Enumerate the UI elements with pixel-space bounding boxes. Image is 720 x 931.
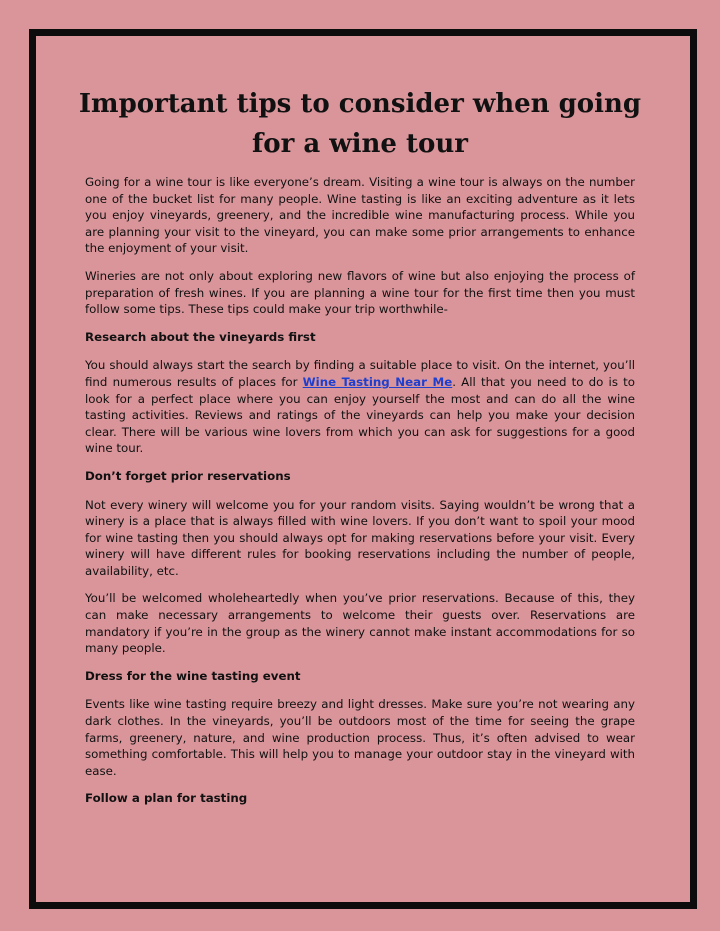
intro-paragraph-1: Going for a wine tour is like everyone’s dream. Visiting a wine tour is always on the number one of the bucket list for many people. Wine tasting is like an exciting adventure as it lets you enjoy vineyards, greenery, and the incredible wine manufacturing process. While you are planning your visit to the vineyard, you can make some prior arrangements to enhance the enjoyment of your visit. [85, 175, 635, 256]
section-heading-reservations: Don’t forget prior reservations [85, 468, 291, 483]
section-heading-dress: Dress for the wine tasting event [85, 668, 301, 683]
reservations-paragraph-1: Not every winery will welcome you for your random visits. Saying wouldn’t be wrong that a winery is a place that is always filled with wine lovers. If you don’t want to spoil your mood for wine tasting then you should always opt for making reservations before your visit. Every winery will have different rules for booking reservations including the number of people, availability, etc. [85, 497, 635, 578]
research-text-after-link: . All that you need to do is to look for a perfect place where you can enjoy yourself the most and can do all the wine tasting activities. Reviews and ratings of the vineyards can help you make your decision clear. There will be various wine lovers from which you can ask for suggestions for a good wine tour. [85, 374, 636, 456]
section-heading-research: Research about the vineyards first [85, 329, 316, 344]
intro-paragraph-2: Wineries are not only about exploring new flavors of wine but also enjoying the process of preparation of fresh wines. If you are planning a wine tour for the first time then you must follow some tips. These tips could make your trip worthwhile- [85, 268, 635, 317]
section-heading-plan: Follow a plan for tasting [85, 791, 248, 806]
research-text-before-link: You should always start the search by finding a suitable place to visit. On the internet, you’ll find numerous results of places for [85, 358, 635, 389]
research-paragraph [85, 357, 635, 457]
dress-paragraph: Events like wine tasting require breezy and light dresses. Make sure you’re not wearing any dark clothes. In the vineyards, you’ll be outdoors most of the time for seeing the grape farms, greenery, nature, and wine production process. Thus, it’s often advised to wear something comfortable. This will help you to manage your outdoor stay in the vineyard with ease. [85, 697, 635, 778]
wine-tasting-near-me-link[interactable]: Wine Tasting Near Me [302, 374, 453, 389]
document-title: Important tips to consider when going for a wine tour [78, 89, 642, 159]
document-body [85, 174, 635, 819]
reservations-paragraph-2: You’ll be welcomed wholeheartedly when you’ve prior reservations. Because of this, they can make necessary arrangements to welcome their guests over. Reservations are mandatory if you’re in the group as the winery cannot make instant accommodations for so many people. [85, 591, 635, 656]
